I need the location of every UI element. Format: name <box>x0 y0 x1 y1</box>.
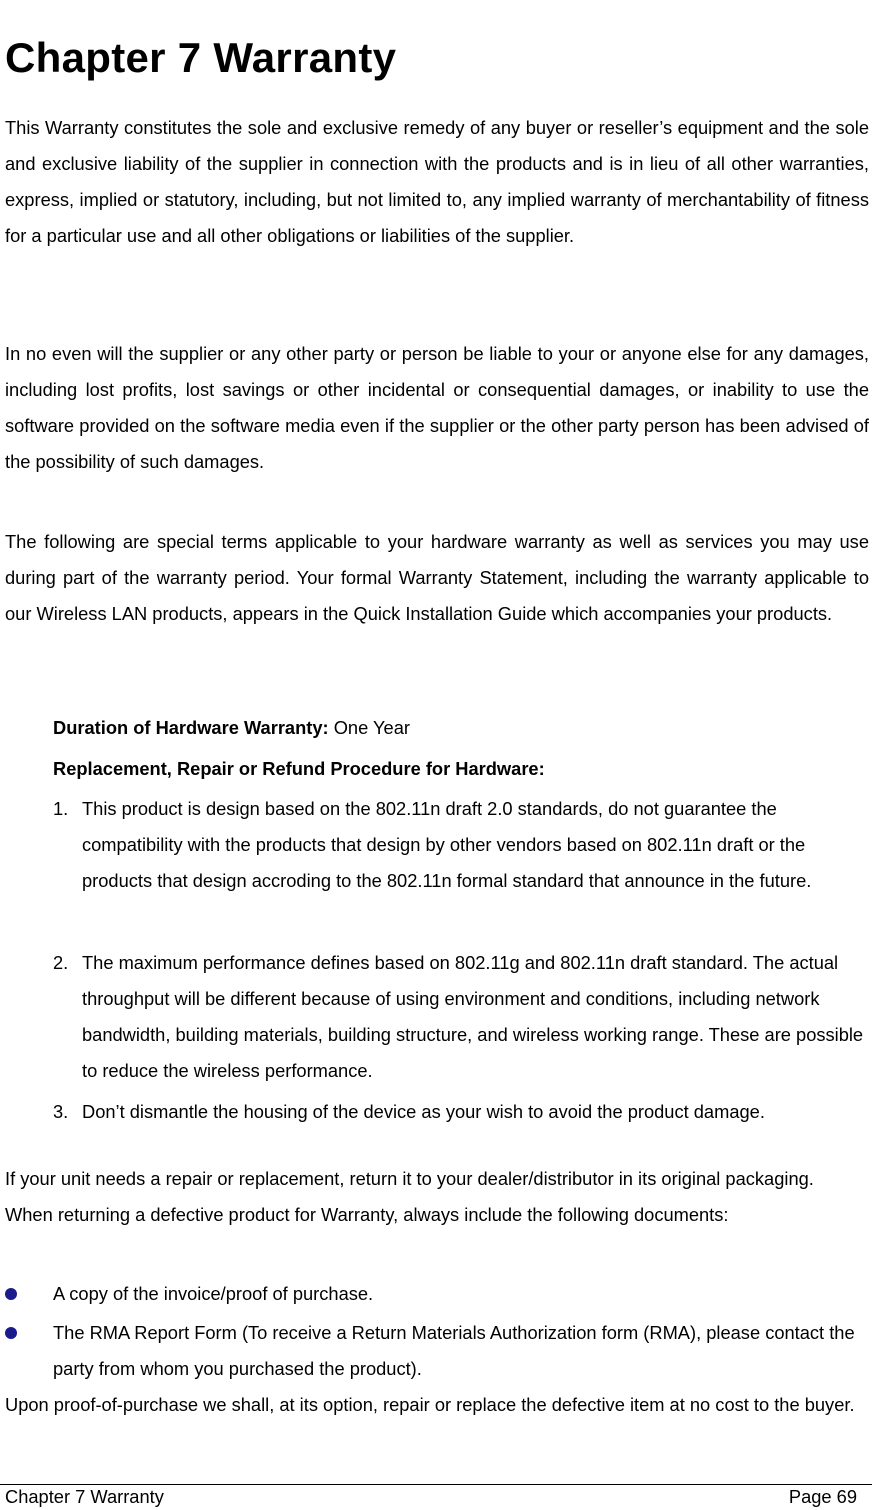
item-number: 2. <box>53 952 69 973</box>
bullet-text: The RMA Report Form (To receive a Return Materials Authorization form (RMA), please contact the party from whom you purchased the product). <box>53 1322 855 1379</box>
procedure-heading: Replacement, Repair or Refund Procedure for Hardware: <box>53 758 545 779</box>
item-number: 1. <box>53 798 69 819</box>
footer-chapter: Chapter 7 Warranty <box>5 1486 164 1507</box>
item-text: This product is design based on the 802.11n draft 2.0 standards, do not guarantee the compatibility with the products that design by other vendors based on 802.11n draft or the products that design accroding to the 802.11n formal standard that announce in the future. <box>82 798 812 891</box>
paragraph-liability: In no even will the supplier or any other party or person be liable to your or anyone else for any damages, including lost profits, lost savings or other incidental or consequential damages, or inability to use the software provided on the software media even if the supplier or the other party person has been advised of the possibility of such damages. <box>5 343 869 472</box>
numbered-item <box>53 945 869 1089</box>
duration-label: Duration of Hardware Warranty: <box>53 717 329 738</box>
footer-divider <box>0 1484 872 1485</box>
bullet-text: A copy of the invoice/proof of purchase. <box>53 1283 374 1304</box>
bullet-item <box>5 1315 869 1387</box>
item-number: 3. <box>53 1101 69 1122</box>
paragraph-proof-of-purchase: Upon proof-of-purchase we shall, at its option, repair or replace the defective item at no cost to the buyer. <box>5 1394 855 1415</box>
item-text: Don’t dismantle the housing of the device as your wish to avoid the product damage. <box>82 1101 765 1122</box>
paragraph-return: If your unit needs a repair or replacement, return it to your dealer/distributor in its original packaging. When returning a defective product for Warranty, always include the following documents: <box>5 1168 835 1225</box>
numbered-item <box>53 791 869 899</box>
bullet-dot-icon <box>5 1327 17 1339</box>
footer-page-number: Page 69 <box>788 1486 857 1507</box>
item-text: The maximum performance defines based on 802.11g and 802.11n draft standard. The actual throughput will be different because of using environment and conditions, including network bandwidth, building materials, building structure, and wireless working range. These are possible to reduce the wireless performance. <box>82 952 864 1081</box>
duration-line <box>53 710 410 746</box>
chapter-title: Chapter 7 Warranty <box>5 34 397 81</box>
numbered-item <box>53 1094 869 1130</box>
paragraph-sole-remedy: This Warranty constitutes the sole and exclusive remedy of any buyer or reseller’s equipment and the sole and exclusive liability of the supplier in connection with the products and is in lieu of all other warranties, express, implied or statutory, including, but not limited to, any implied warranty of merchantability of fitness for a particular use and all other obligations or liabilities of the supplier. <box>5 117 869 246</box>
bullet-dot-icon <box>5 1288 17 1300</box>
paragraph-special-terms: The following are special terms applicable to your hardware warranty as well as services you may use during part of the warranty period. Your formal Warranty Statement, including the warranty applicable to our Wireless LAN products, appears in the Quick Installation Guide which accompanies your products. <box>5 531 869 624</box>
duration-value: One Year <box>328 717 410 738</box>
bullet-item <box>5 1276 869 1312</box>
